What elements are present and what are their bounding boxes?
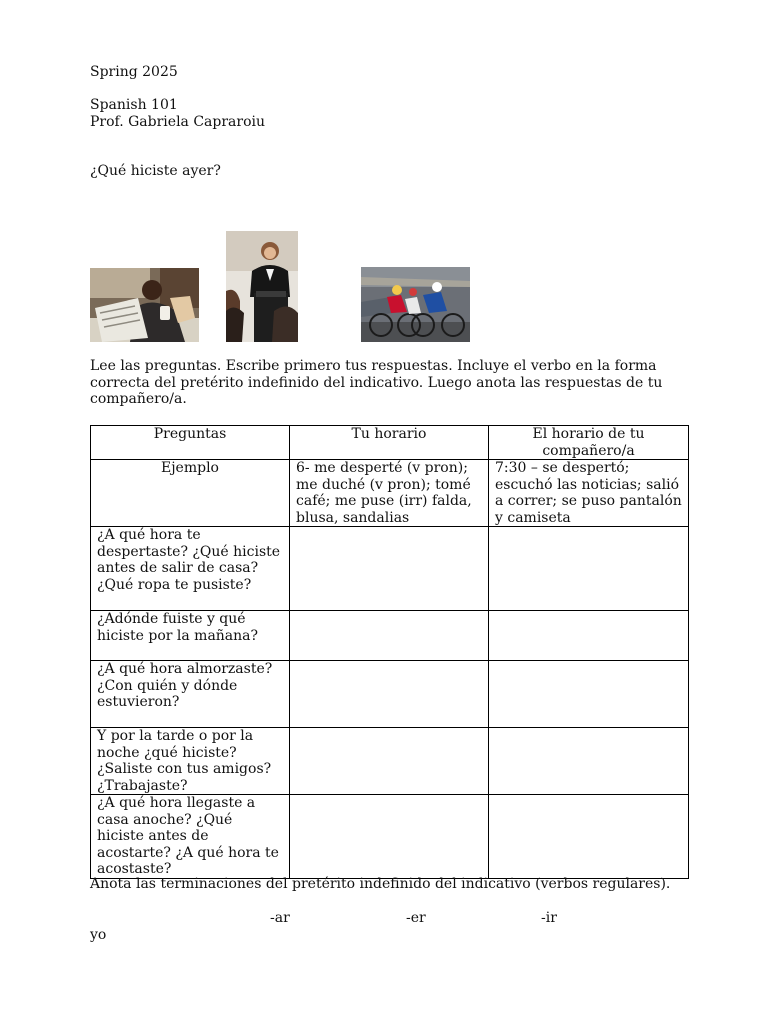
example-tu-horario: 6- me desperté (v pron); me duché (v pron); tomé café; me puse (irr) falda, blusa, sandalias (290, 460, 489, 527)
schedule-table (90, 425, 689, 879)
table-row (91, 527, 689, 611)
ending-row-yo: yo (90, 927, 107, 943)
answer-cell-tu-horario[interactable] (290, 527, 489, 611)
instructions-paragraph: Lee las preguntas. Escribe primero tus respuestas. Incluye el verbo en la forma correcta del pretérito indefinido del indicativo. Luego anota las respuestas de tu compañero/a. (90, 358, 663, 407)
table-row (91, 661, 689, 728)
answer-cell-companero[interactable] (489, 728, 689, 795)
answer-cell-tu-horario[interactable] (290, 661, 489, 728)
ending-column-ar: -ar (270, 910, 290, 926)
answer-cell-companero[interactable] (489, 527, 689, 611)
ending-column-ir: -ir (541, 910, 557, 926)
table-row (91, 795, 689, 879)
answer-cell-companero[interactable] (489, 611, 689, 661)
example-label: Ejemplo (91, 460, 290, 527)
answer-cell-companero[interactable] (489, 795, 689, 879)
question-cell: ¿A qué hora llegaste a casa anoche? ¿Qué hiciste antes de acostarte? ¿A qué hora te acostaste? (91, 795, 290, 879)
answer-cell-tu-horario[interactable] (290, 728, 489, 795)
course-label: Spanish 101 (90, 97, 178, 113)
question-cell: Y por la tarde o por la noche ¿qué hiciste? ¿Saliste con tus amigos? ¿Trabajaste? (91, 728, 290, 795)
table-row (91, 728, 689, 795)
question-cell: ¿A qué hora almorzaste? ¿Con quién y dónde estuvieron? (91, 661, 290, 728)
photo-woman-at-podium (226, 231, 298, 342)
term-label: Spring 2025 (90, 64, 178, 80)
answer-cell-tu-horario[interactable] (290, 795, 489, 879)
header-tu-horario: Tu horario (290, 426, 489, 460)
ending-column-er: -er (406, 910, 426, 926)
page-title: ¿Qué hiciste ayer? (90, 163, 221, 179)
photo-man-reading-newspaper (90, 268, 199, 342)
question-cell: ¿Adónde fuiste y qué hiciste por la mañana? (91, 611, 290, 661)
header-companero: El horario de tu compañero/a (489, 426, 689, 460)
photo-cyclists-racing (361, 267, 470, 342)
endings-prompt: Anota las terminaciones del pretérito indefinido del indicativo (verbos regulares). (90, 876, 671, 892)
question-cell: ¿A qué hora te despertaste? ¿Qué hiciste antes de salir de casa? ¿Qué ropa te pusiste? (91, 527, 290, 611)
answer-cell-tu-horario[interactable] (290, 611, 489, 661)
answer-cell-companero[interactable] (489, 661, 689, 728)
professor-label: Prof. Gabriela Capraroiu (90, 114, 266, 130)
table-row (91, 611, 689, 661)
table-header-row (91, 426, 689, 460)
example-companero: 7:30 – se despertó; escuchó las noticias; salió a correr; se puso pantalón y camiseta (489, 460, 689, 527)
header-preguntas: Preguntas (91, 426, 290, 460)
table-row-example (91, 460, 689, 527)
